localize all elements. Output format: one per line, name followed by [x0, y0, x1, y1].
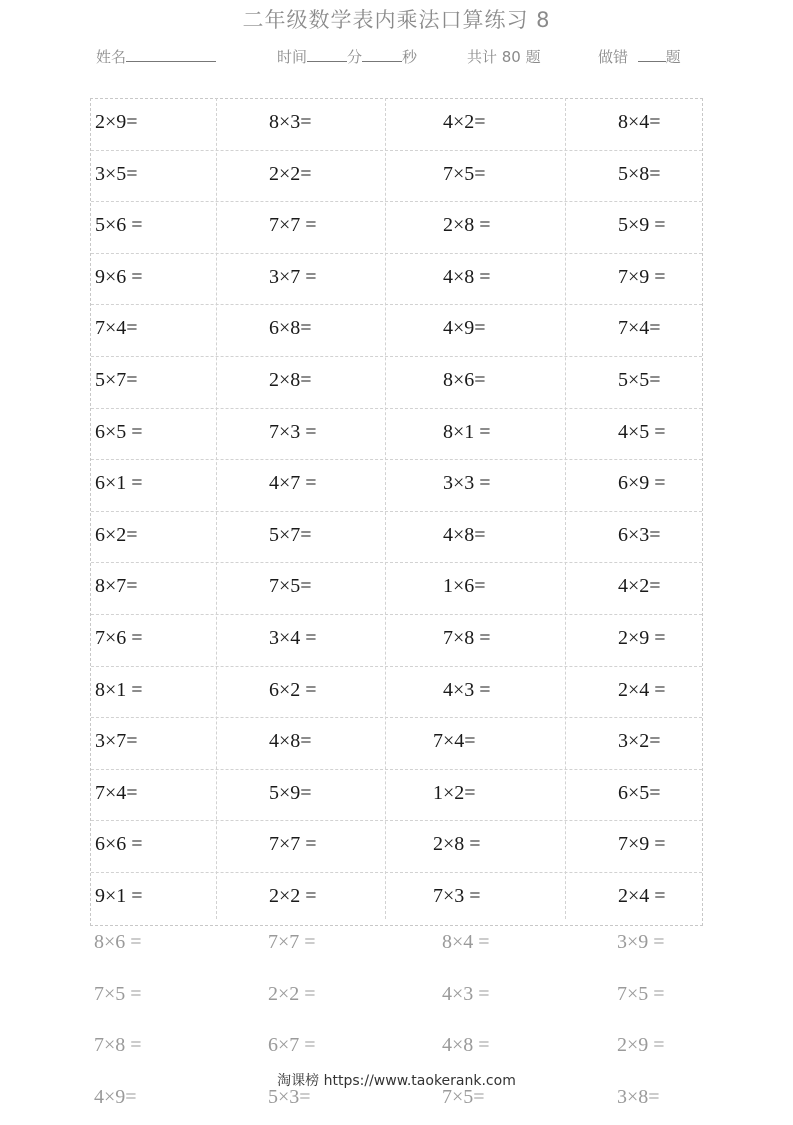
- problem-cell: 8×1 =: [95, 678, 143, 701]
- wrong-field: [598, 46, 681, 67]
- problem-row: [91, 667, 702, 719]
- problem-cell: 7×7 =: [268, 931, 316, 953]
- problem-cell: 7×6 =: [95, 626, 143, 649]
- seconds-label: 秒: [402, 48, 418, 66]
- problem-cell: 7×4=: [433, 730, 476, 753]
- problem-row: [91, 718, 702, 770]
- problem-row: [91, 357, 702, 409]
- problem-cell: 3×8=: [617, 1085, 660, 1108]
- problem-cell: 6×5=: [618, 781, 661, 804]
- problem-row: [91, 873, 702, 925]
- problem-cell: 6×2 =: [269, 678, 317, 701]
- problem-row: [91, 512, 702, 564]
- problem-cell: 2×8 =: [443, 214, 491, 237]
- problem-cell: 5×9=: [269, 781, 312, 804]
- problem-cell: 7×3 =: [433, 884, 481, 907]
- problem-cell: 7×5 =: [617, 982, 665, 1005]
- wrong-unit: 题: [665, 48, 681, 66]
- problem-cell: 5×3=: [268, 1085, 311, 1108]
- problem-cell: 7×3 =: [269, 420, 317, 443]
- problem-cell: 7×7 =: [269, 214, 317, 237]
- problem-cell: 3×2=: [618, 730, 661, 753]
- minutes-blank: [307, 46, 347, 62]
- problem-cell: 8×3=: [269, 111, 312, 133]
- watermark-footer: 淘课榜 https://www.taokerank.com: [277, 1073, 516, 1089]
- wrong-label: 做错: [598, 48, 629, 66]
- problem-grid: [90, 98, 703, 926]
- problem-cell: 1×2=: [433, 781, 476, 804]
- problem-row: [91, 305, 702, 357]
- problem-row: [91, 202, 702, 254]
- problem-cell: 7×7 =: [269, 833, 317, 856]
- problem-cell: 9×6 =: [95, 265, 143, 288]
- minutes-label: 分: [347, 48, 363, 66]
- problem-cell: 6×9 =: [618, 472, 666, 495]
- problem-row: [91, 254, 702, 306]
- problem-cell: 8×6 =: [94, 931, 142, 953]
- problem-cell: 4×8=: [443, 523, 486, 546]
- problem-cell: 6×5 =: [95, 420, 143, 443]
- time-field: [277, 46, 417, 67]
- problem-row: [91, 615, 702, 667]
- problem-cell: 7×4=: [95, 317, 138, 340]
- problem-cell: 6×6 =: [95, 833, 143, 856]
- problem-cell: 5×7=: [95, 368, 138, 391]
- problem-cell: 8×7=: [95, 575, 138, 598]
- problem-cell: 5×7=: [269, 523, 312, 546]
- problem-row: [90, 1022, 703, 1074]
- problem-cell: 2×2 =: [269, 884, 317, 907]
- problem-cell: 2×4 =: [618, 678, 666, 701]
- problem-row: [91, 821, 702, 873]
- problem-cell: 5×5=: [618, 368, 661, 391]
- problem-cell: 1×6=: [443, 575, 486, 598]
- problem-cell: 6×7 =: [268, 1034, 316, 1057]
- problem-row: [91, 460, 702, 512]
- problem-cell: 3×7=: [95, 730, 138, 753]
- problem-cell: 7×8 =: [94, 1034, 142, 1057]
- wrong-blank: [638, 46, 666, 62]
- problem-cell: 2×2 =: [268, 982, 316, 1005]
- problem-cell: 2×8=: [269, 368, 312, 391]
- problem-cell: 5×6 =: [95, 214, 143, 237]
- problem-row: [91, 99, 702, 151]
- column-divider: [216, 98, 217, 919]
- problem-row: [90, 919, 703, 971]
- problem-cell: 7×8 =: [443, 626, 491, 649]
- problem-cell: 3×5=: [95, 162, 138, 185]
- problem-cell: 4×8=: [269, 730, 312, 753]
- total-count: 共计 80 题: [467, 48, 541, 66]
- problem-cell: 6×2=: [95, 523, 138, 546]
- problem-cell: 7×9 =: [618, 265, 666, 288]
- problem-cell: 7×4=: [618, 317, 661, 340]
- name-field: [96, 46, 216, 67]
- seconds-blank: [362, 46, 402, 62]
- problem-cell: 8×6=: [443, 368, 486, 391]
- problem-row: [90, 971, 703, 1023]
- problem-cell: 7×5 =: [94, 982, 142, 1005]
- problem-cell: 3×9 =: [617, 931, 665, 953]
- problem-cell: 3×4 =: [269, 626, 317, 649]
- problem-cell: 4×9=: [443, 317, 486, 340]
- problem-cell: 6×8=: [269, 317, 312, 340]
- problem-cell: 2×9=: [95, 111, 138, 133]
- problem-cell: 9×1 =: [95, 884, 143, 907]
- problem-cell: 2×4 =: [618, 884, 666, 907]
- problem-cell: 2×8 =: [433, 833, 481, 856]
- problem-cell: 5×8=: [618, 162, 661, 185]
- problem-row: [91, 563, 702, 615]
- problem-cell: 4×8 =: [442, 1034, 490, 1057]
- problem-cell: 4×2=: [618, 575, 661, 598]
- page-title: 二年级数学表内乘法口算练习 8: [242, 8, 551, 32]
- time-label: 时间: [277, 48, 308, 66]
- problem-cell: 4×7 =: [269, 472, 317, 495]
- name-blank: [126, 46, 216, 62]
- problem-cell: 5×9 =: [618, 214, 666, 237]
- problem-row: [91, 151, 702, 203]
- problem-cell: 6×3=: [618, 523, 661, 546]
- problem-cell: 6×1 =: [95, 472, 143, 495]
- column-divider: [385, 98, 386, 919]
- problem-cell: 4×5 =: [618, 420, 666, 443]
- problem-cell: 4×8 =: [443, 265, 491, 288]
- problem-cell: 7×5=: [269, 575, 312, 598]
- problem-cell: 2×2=: [269, 162, 312, 185]
- problem-cell: 4×3 =: [443, 678, 491, 701]
- problem-cell: 3×7 =: [269, 265, 317, 288]
- problem-cell: 8×4 =: [442, 931, 490, 953]
- problem-cell: 7×5=: [443, 162, 486, 185]
- name-label: 姓名: [96, 48, 127, 66]
- problem-cell: 8×1 =: [443, 420, 491, 443]
- column-divider: [565, 98, 566, 919]
- problem-cell: 8×4=: [618, 111, 661, 133]
- problem-cell: 7×4=: [95, 781, 138, 804]
- problem-cell: 2×9 =: [618, 626, 666, 649]
- problem-cell: 4×3 =: [442, 982, 490, 1005]
- problem-cell: 7×5=: [442, 1085, 485, 1108]
- problem-row: [91, 409, 702, 461]
- problem-cell: 4×9=: [94, 1085, 137, 1108]
- problem-cell: 4×2=: [443, 111, 486, 133]
- faded-problem-area: [90, 919, 703, 1125]
- problem-cell: 3×3 =: [443, 472, 491, 495]
- problem-row: [91, 770, 702, 822]
- problem-cell: 7×9 =: [618, 833, 666, 856]
- problem-cell: 2×9 =: [617, 1034, 665, 1057]
